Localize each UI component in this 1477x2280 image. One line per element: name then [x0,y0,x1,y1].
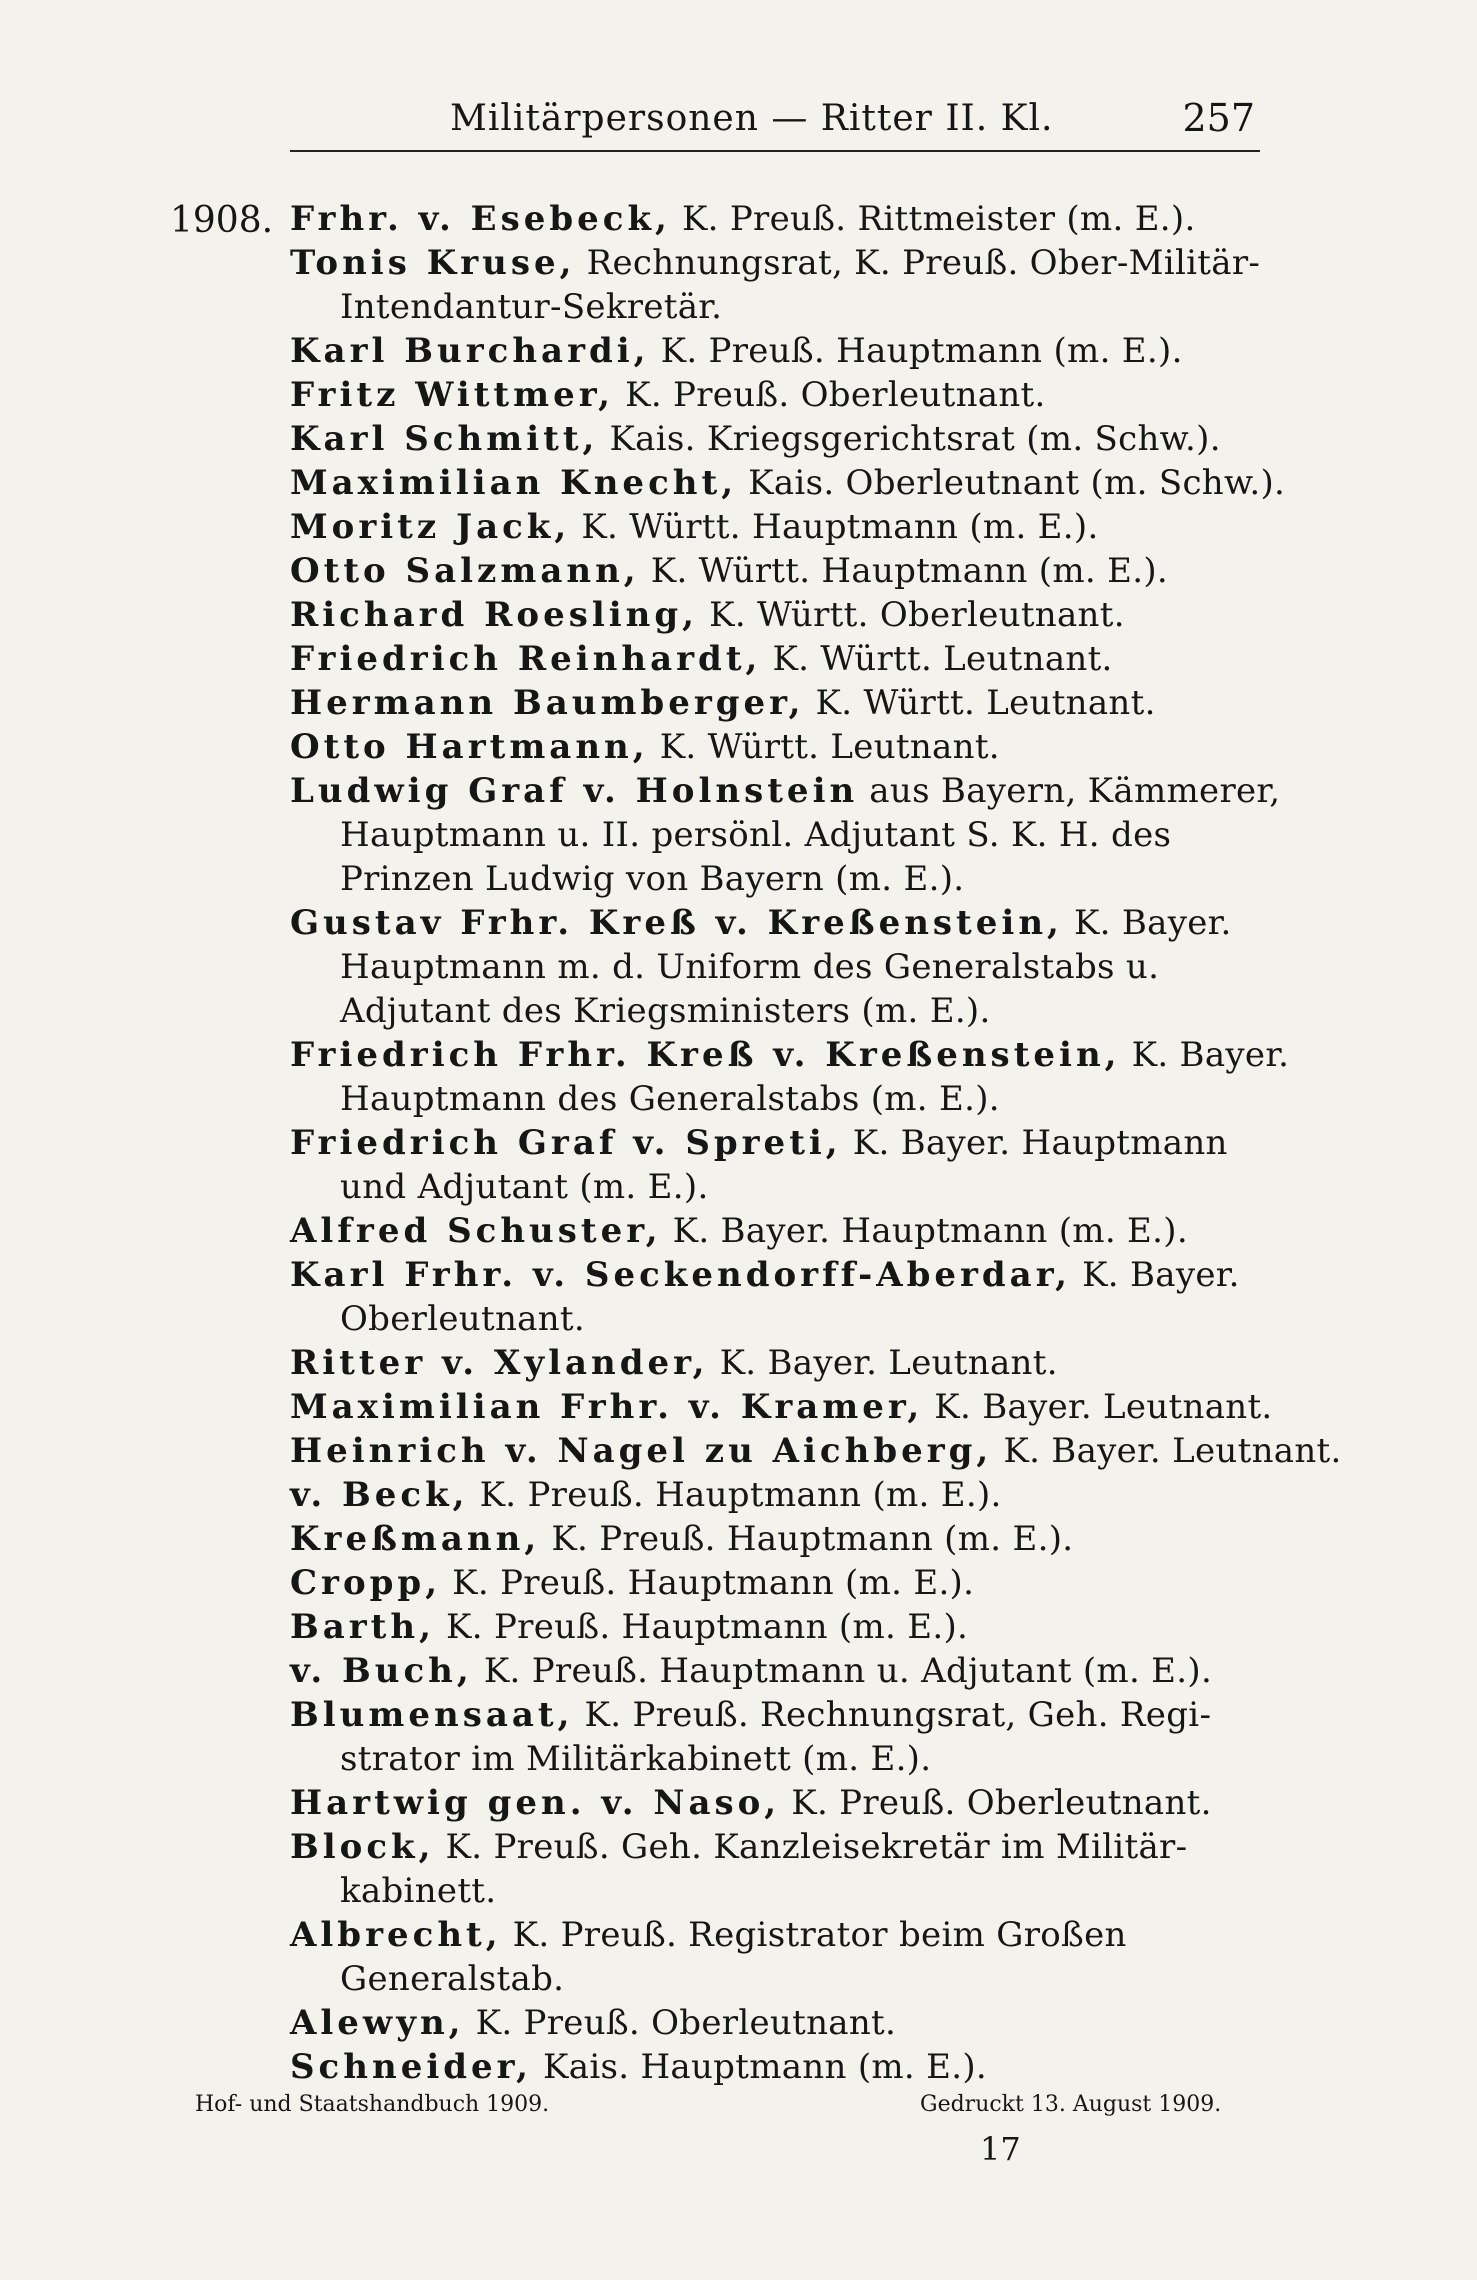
entry-text: strator im Militärkabinett (m. E.). [340,1739,932,1779]
entry-line [290,1913,1270,1957]
entry-text: Adjutant des Kriegsministers (m. E.). [340,991,991,1031]
person-name: Hermann Baumberger, [290,683,805,723]
person-name: Schneider, [290,2047,532,2087]
person-name: Moritz Jack, [290,507,571,547]
entry-continuation-line [290,1737,1270,1781]
entry-line [290,1825,1270,1869]
person-name: Karl Frhr. v. Seckendorff-Aberdar, [290,1255,1071,1295]
entry-text: K. Preuß. Rechnungsrat, Geh. Regi- [573,1695,1212,1735]
entry-text: kabinett. [340,1871,497,1911]
entry-line [290,1605,1270,1649]
entry-line [290,1341,1270,1385]
entry-text: K. Bayer. Hauptmann [841,1123,1228,1163]
entry-text: K. Preuß. Geh. Kanzleisekretär im Militär- [434,1827,1188,1867]
person-name: Friedrich Reinhardt, [290,639,762,679]
entry-text: K. Bayer. Leutnant. [923,1387,1273,1427]
entry-line [290,197,1270,241]
person-name: v. Beck, [290,1475,469,1515]
entry-line [290,1649,1270,1693]
entry-line [290,1121,1270,1165]
person-name: Ludwig Graf v. Holnstein [290,771,859,811]
entry-line [290,461,1286,505]
person-name: Gustav Frhr. Kreß v. Kreßenstein, [290,903,1063,943]
person-name: Blumensaat, [290,1695,574,1735]
entry-continuation-line [290,1077,1270,1121]
entry-text: aus Bayern, Kämmerer, [858,771,1281,811]
entry-line [290,593,1270,637]
person-name: Cropp, [290,1563,442,1603]
entry-text: Hauptmann u. II. persönl. Adjutant S. K. H. des [340,815,1172,855]
header-rule [290,150,1260,152]
entry-text: Rechnungsrat, K. Preuß. Ober-Militär- [575,243,1261,283]
entry-continuation-line [290,813,1270,857]
entry-text: K. Preuß. Hauptmann u. Adjutant (m. E.). [472,1651,1213,1691]
entry-line [290,769,1281,813]
entry-text: K. Preuß. Registrator beim Großen [501,1915,1127,1955]
person-name: Hartwig gen. v. Naso, [290,1783,781,1823]
entry-text: K. Bayer. [1071,1255,1240,1295]
entry-text: K. Preuß. Hauptmann (m. E.). [441,1563,975,1603]
person-name: Fritz Wittmer, [290,375,615,415]
person-name: Ritter v. Xylander, [290,1343,709,1383]
entry-text: Intendantur-Sekretär. [340,287,723,327]
entry-line [290,417,1270,461]
person-name: Alewyn, [290,2003,465,2043]
person-name: Maximilian Frhr. v. Kramer, [290,1387,924,1427]
footer-print-date: Gedruckt 13. August 1909. [920,2092,1222,2117]
entry-line [290,681,1270,725]
entry-text: Kais. Oberleutnant (m. Schw.). [737,463,1286,503]
entry-continuation-line [290,285,1270,329]
entry-line [290,1473,1270,1517]
person-name: Karl Burchardi, [290,331,650,371]
entry-list [290,197,1342,2089]
entry-text: K. Preuß. Oberleutnant. [614,375,1046,415]
entry-continuation-line [290,1869,1270,1913]
entry-line [290,329,1270,373]
entry-line [290,1253,1270,1297]
person-name: v. Buch, [290,1651,473,1691]
entry-text: K. Bayer. Hauptmann (m. E.). [661,1211,1188,1251]
footer-publication: Hof- und Staatshandbuch 1909. [195,2092,550,2117]
entry-text: K. Bayer. [1062,903,1232,943]
entry-line [290,901,1270,945]
entry-continuation-line [290,1297,1270,1341]
entry-text: Oberleutnant. [340,1299,586,1339]
entry-line [290,505,1270,549]
entry-line [290,1429,1342,1473]
person-name: Block, [290,1827,435,1867]
entry-text: K. Württ. Leutnant. [761,639,1113,679]
person-name: Karl Schmitt, [290,419,599,459]
entry-text: K. Preuß. Oberleutnant. [780,1783,1212,1823]
entry-text: K. Preuß. Oberleutnant. [464,2003,897,2043]
entry-text: Generalstab. [340,1959,565,1999]
entry-line [290,725,1270,769]
page-header [290,90,1265,150]
entry-continuation-line [290,1165,1270,1209]
entry-line [290,1693,1270,1737]
person-name: Maximilian Knecht, [290,463,738,503]
sheet-signature: 17 [980,2130,1021,2168]
person-name: Alfred Schuster, [290,1211,662,1251]
entry-text: K. Preuß. Rittmeister (m. E.). [670,199,1196,239]
entry-line [290,1561,1270,1605]
entry-text: K. Bayer. Leutnant. [708,1343,1058,1383]
entry-line [290,2001,1270,2045]
entry-text: K. Württ. Hauptmann (m. E.). [570,507,1099,547]
running-title: Militärpersonen — Ritter II. Kl. [450,98,1054,139]
entry-text: Kais. Kriegsgerichtsrat (m. Schw.). [598,419,1221,459]
entry-line [290,1517,1270,1561]
entry-line [290,373,1270,417]
person-name: Otto Salzmann, [290,551,640,591]
entry-line [290,2045,1270,2089]
person-name: Otto Hartmann, [290,727,649,767]
entry-text: und Adjutant (m. E.). [340,1167,709,1207]
entry-continuation-line [290,945,1270,989]
person-name: Kreßmann, [290,1519,541,1559]
page-number: 257 [1182,96,1255,140]
entry-text: Prinzen Ludwig von Bayern (m. E.). [340,859,965,899]
entry-line [290,1033,1290,1077]
entry-line [290,637,1270,681]
entry-line [290,1385,1273,1429]
entry-text: K. Bayer. [1120,1035,1290,1075]
entry-text: K. Württ. Hauptmann (m. E.). [639,551,1169,591]
entry-text: K. Preuß. Hauptmann (m. E.). [540,1519,1074,1559]
entry-line [290,1209,1270,1253]
entry-text: K. Württ. Leutnant. [648,727,1000,767]
entry-text: K. Preuß. Hauptmann (m. E.). [649,331,1183,371]
entry-line [290,1781,1270,1825]
person-name: Friedrich Frhr. Kreß v. Kreßenstein, [290,1035,1121,1075]
entry-continuation-line [290,989,1270,1033]
person-name: Barth, [290,1607,435,1647]
person-name: Friedrich Graf v. Spreti, [290,1123,842,1163]
entry-line [290,241,1270,285]
person-name: Heinrich v. Nagel zu Aichberg, [290,1431,993,1471]
entry-continuation-line [290,1957,1270,2001]
entry-text: Kais. Hauptmann (m. E.). [531,2047,988,2087]
entry-text: K. Württ. Oberleutnant. [698,595,1125,635]
person-name: Tonis Kruse, [290,243,576,283]
entry-text: K. Preuß. Hauptmann (m. E.). [468,1475,1002,1515]
entry-text: K. Bayer. Leutnant. [992,1431,1342,1471]
person-name: Albrecht, [290,1915,502,1955]
entry-text: K. Preuß. Hauptmann (m. E.). [434,1607,969,1647]
person-name: Richard Roesling, [290,595,699,635]
entry-continuation-line [290,857,1270,901]
person-name: Frhr. v. Esebeck, [290,199,671,239]
year-label: 1908. [170,200,274,241]
entry-text: Hauptmann des Generalstabs (m. E.). [340,1079,1000,1119]
entry-line [290,549,1270,593]
entry-text: Hauptmann m. d. Uniform des Generalstabs u. [340,947,1160,987]
entry-text: K. Württ. Leutnant. [804,683,1156,723]
